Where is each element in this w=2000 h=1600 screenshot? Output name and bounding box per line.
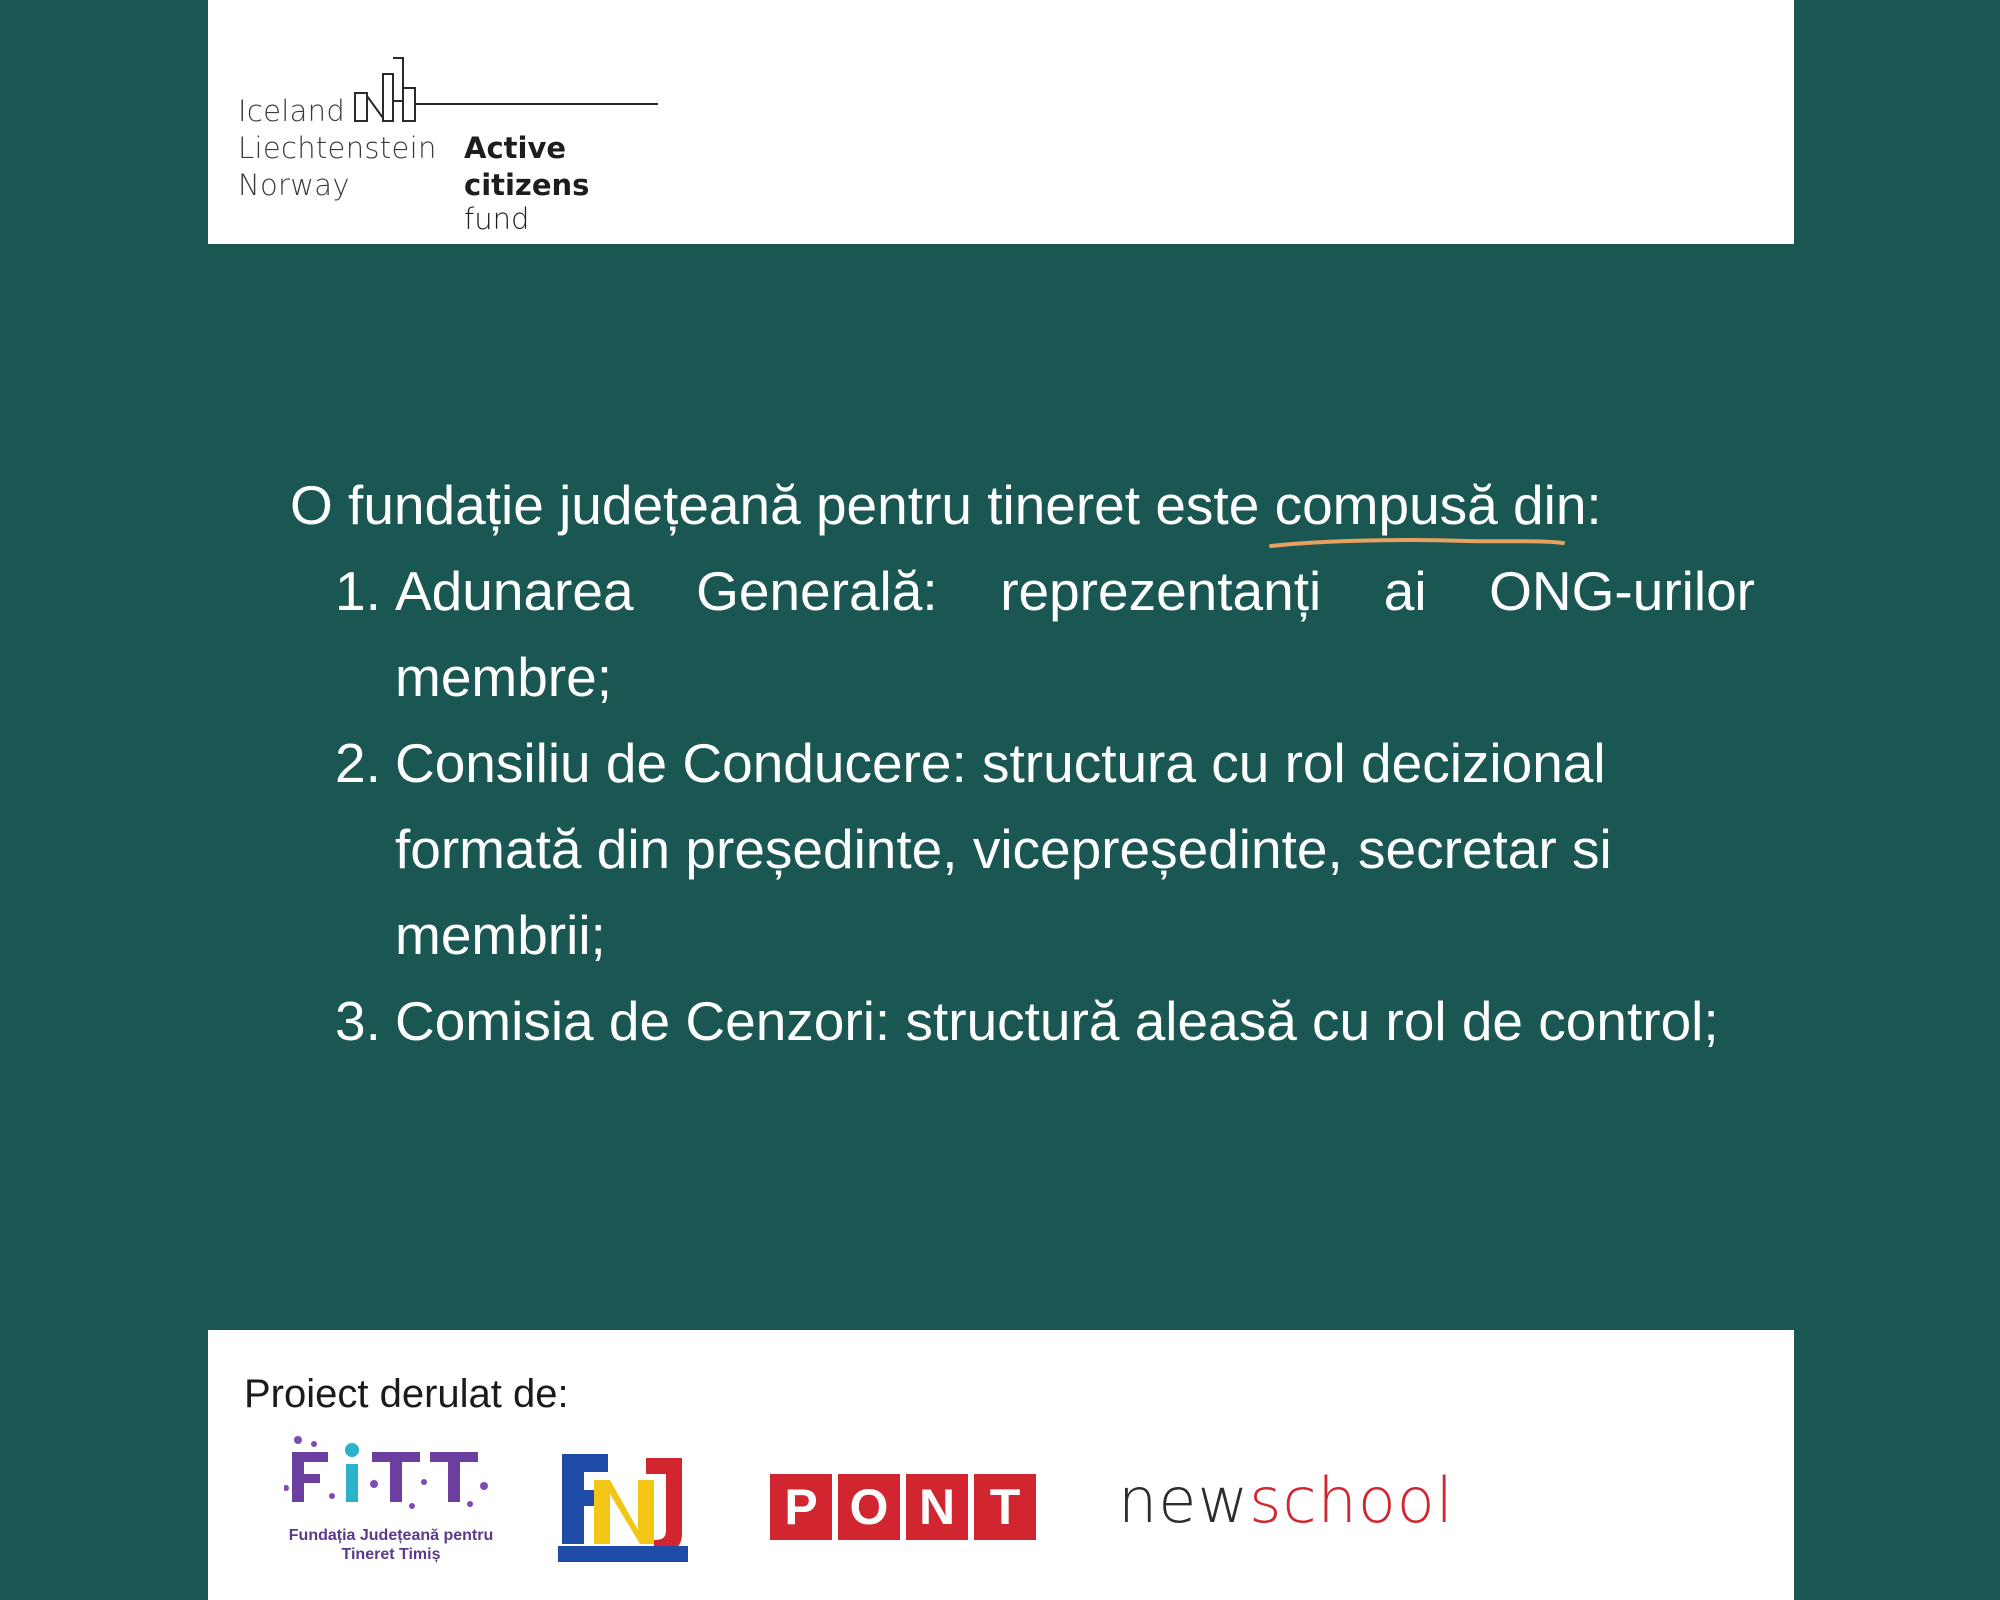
intro-before: O fundație județeană pentru tineret este: [290, 474, 1275, 536]
newschool-part2: school: [1249, 1464, 1454, 1537]
item-number: 3.: [335, 990, 381, 1052]
footer-panel: [208, 1330, 1794, 1600]
country-norway: Norway: [238, 168, 350, 202]
item-text: Consiliu de Conducere: structura cu rol decizional formată din președinte, vicepreședinte, secretar si membrii;: [395, 732, 1612, 966]
active-citizens-fund-logo: [238, 56, 658, 236]
item-text: Adunarea Generală: reprezentanți ai ONG-urilor membre;: [395, 560, 1755, 708]
list-item: [290, 978, 1755, 1064]
brand-citizens: citizens: [464, 168, 590, 202]
newschool-logo: [1118, 1464, 1454, 1537]
item-text: Comisia de Cenzori: structură aleasă cu rol de control;: [395, 990, 1719, 1052]
intro-line: [290, 462, 1755, 548]
newschool-part1: new: [1118, 1464, 1250, 1537]
main-content: [290, 462, 1755, 1064]
list-item: [290, 720, 1755, 978]
highlight-word: [1275, 462, 1498, 548]
composition-list: [290, 548, 1755, 1064]
list-item: [290, 548, 1755, 720]
pont-letter-n: N: [906, 1474, 968, 1540]
item-number: 2.: [335, 732, 381, 794]
footer-label: Proiect derulat de:: [244, 1372, 569, 1416]
brand-active: Active: [464, 131, 567, 165]
brand-citizens-fund: [464, 168, 658, 236]
pont-letter-o: O: [838, 1474, 900, 1540]
pont-letter-p: P: [770, 1474, 832, 1540]
intro-after: din:: [1497, 474, 1602, 536]
fitt-caption-line1: Fundația Județeană pentru: [288, 1527, 494, 1544]
pont-letter-t: T: [974, 1474, 1036, 1540]
header-panel: [208, 0, 1794, 244]
highlight-text: compusă: [1274, 474, 1498, 536]
fnt-emblem: [558, 1450, 688, 1562]
country-liechtenstein: Liechtenstein: [238, 131, 437, 165]
pont-logo: [770, 1474, 1036, 1540]
fitt-letters: [284, 1434, 498, 1524]
brand-fund: fund: [464, 202, 530, 236]
country-iceland: Iceland: [238, 94, 346, 128]
fnt-logo: [558, 1450, 688, 1562]
item-number: 1.: [335, 560, 381, 622]
fitt-caption-line2: Tineret Timiș: [341, 1546, 441, 1563]
fitt-logo: [284, 1434, 498, 1574]
